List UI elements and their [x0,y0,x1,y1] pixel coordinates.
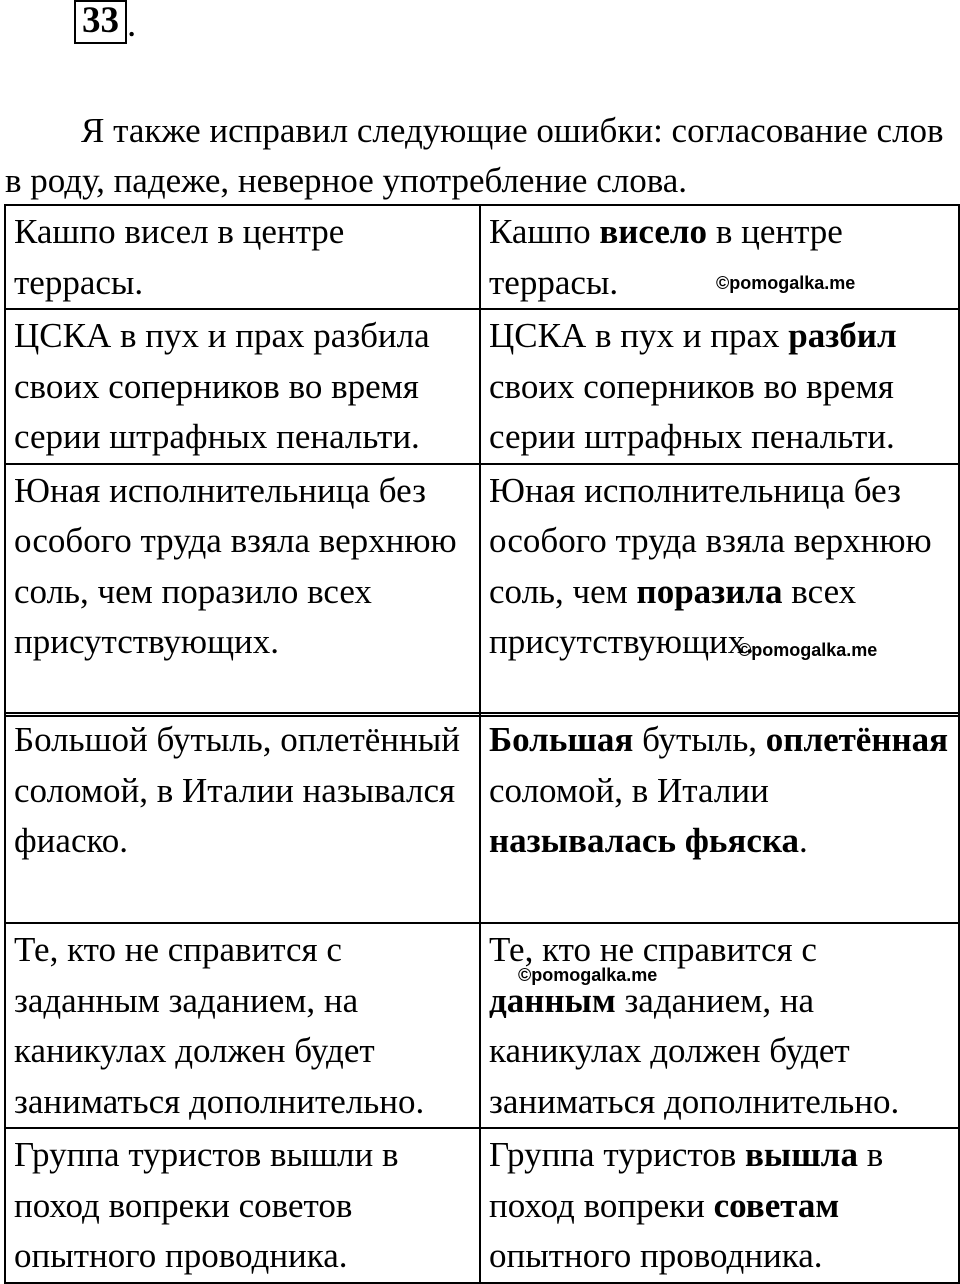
task-number-box: 33 [74,0,127,44]
cell-text: своих соперников во время серии штрафных пенальти. [489,366,895,456]
original-cell: Большой бутыль, оплетённый соломой, в Италии назывался фиаско. [5,713,480,923]
original-cell: Группа туристов вышли в поход вопреки советов опытного проводника. [5,1128,480,1283]
cell-text: Группа туристов [489,1135,746,1174]
corrected-word: висело [599,212,708,251]
cell-text: бутыль, [633,720,766,759]
cell-text: в центре террасы. [489,212,843,302]
corrected-word: советам [713,1185,840,1225]
cell-text: соломой, в Италии [489,770,769,810]
cell-text: опытного проводника. [489,1236,823,1275]
corrected-word: называлась фьяска [489,821,800,860]
original-cell: Те, кто не справится с заданным заданием, на каникулах должен будет заниматься дополнительно. [5,923,480,1128]
original-cell: Юная исполнительница без особого труда взяла верхнюю соль, чем поразило всех присутствующих. [5,464,480,716]
table-row [5,1128,959,1283]
corrected-cell [480,309,959,464]
task-number-dot: . [127,4,137,45]
corrected-cell [480,205,959,309]
corrected-word: поразила [636,571,783,611]
cell-text: в поход вопреки [489,1135,884,1225]
corrected-cell [480,713,959,923]
corrected-word: разбил [788,316,897,355]
task-number [74,0,137,45]
table-row [5,464,959,716]
corrected-cell [480,1128,959,1283]
corrected-word: оплетённая [765,720,949,759]
table-row [5,205,959,309]
corrections-table-bottom [4,712,960,1284]
corrected-word: данным [489,980,616,1020]
corrected-cell [480,464,959,716]
cell-text: Те, кто не справится с [489,930,817,969]
table-row [5,309,959,464]
watermark-text: ©pomogalka.me [518,965,658,985]
corrected-word: Большая [489,720,634,759]
original-cell: ЦСКА в пух и прах разбила своих соперников во время серии штрафных пенальти. [5,309,480,464]
cell-text: Кашпо [489,212,600,251]
watermark-text: ©pomogalka.me [716,273,856,293]
original-cell: Кашпо висел в центре террасы. [5,205,480,309]
cell-text: Юная исполнительница без особого труда взяла верхнюю соль, чем [489,470,932,611]
corrected-cell [480,923,959,1128]
table-row [5,713,959,923]
corrected-word: вышла [745,1135,858,1174]
cell-text: заданием, на каникулах должен будет заниматься дополнительно. [489,980,900,1121]
watermark-text: ©pomogalka.me [738,640,878,660]
cell-text: всех присутствующих. [489,571,857,661]
cell-text: ЦСКА в пух и прах [489,316,789,355]
intro-paragraph: Я также исправил следующие ошибки: согласование слов в роду, падеже, неверное употребление слова. [5,111,944,200]
table-row [5,923,959,1128]
cell-text: . [799,821,808,860]
